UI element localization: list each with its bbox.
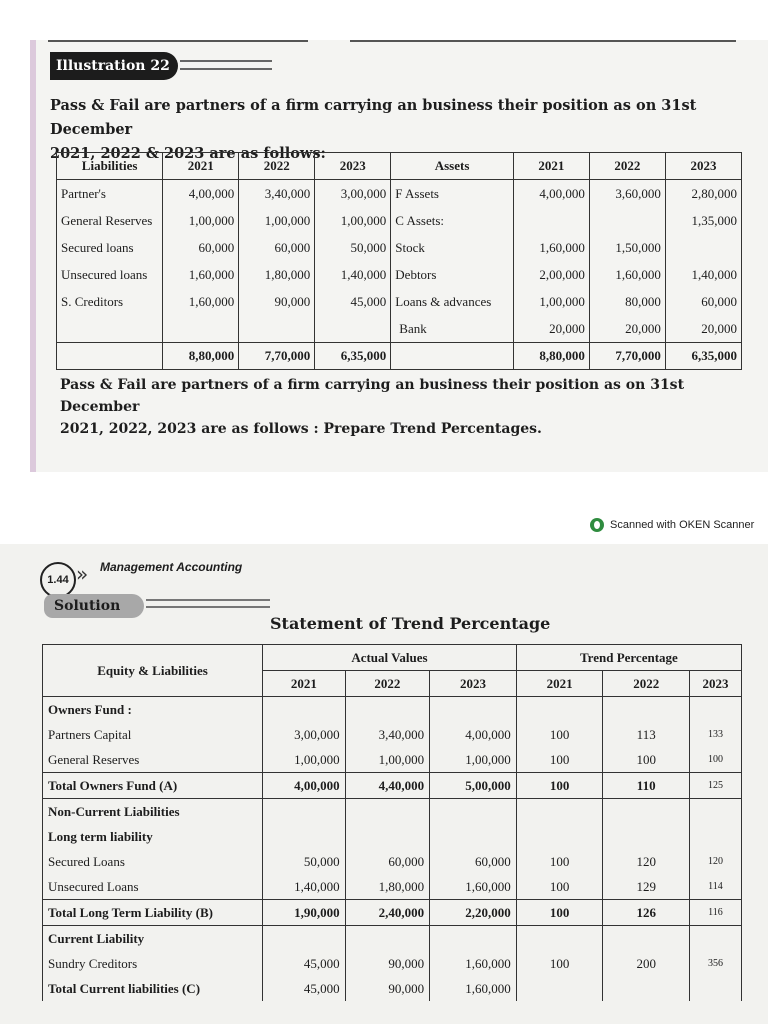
table-row [43, 900, 742, 926]
cell [513, 207, 589, 234]
col-header: 2022 [239, 153, 315, 180]
cell: 3,40,000 [239, 180, 315, 208]
cell [690, 799, 742, 825]
cell: 133 [690, 722, 742, 747]
cell [603, 697, 690, 723]
cell [315, 315, 391, 343]
cell: General Reserves [57, 207, 163, 234]
cell: Secured loans [57, 234, 163, 261]
cell: 1,00,000 [513, 288, 589, 315]
cell: 1,50,000 [589, 234, 665, 261]
col-header-trend: Trend Percentage [516, 645, 741, 671]
cell: 1,60,000 [513, 234, 589, 261]
col-header: 2022 [589, 153, 665, 180]
year-header: 2021 [263, 671, 346, 697]
cell: Stock [391, 234, 514, 261]
row-label: Owners Fund : [43, 697, 263, 723]
cell: 2,40,000 [345, 900, 430, 926]
cell: Unsecured loans [57, 261, 163, 288]
cell: 200 [603, 951, 690, 976]
chapter-title: Management Accounting [100, 560, 243, 574]
table-row [43, 874, 742, 900]
cell: 1,00,000 [315, 207, 391, 234]
cell: 100 [516, 849, 603, 874]
cell: 50,000 [315, 234, 391, 261]
year-header: 2023 [690, 671, 742, 697]
cell [690, 824, 742, 849]
cell: 100 [516, 722, 603, 747]
table-row [57, 315, 742, 343]
page-bottom [0, 544, 768, 1024]
cell [690, 976, 742, 1001]
cell: 1,60,000 [430, 951, 517, 976]
cell [589, 207, 665, 234]
total-cell: 6,35,000 [665, 343, 741, 370]
col-header: Assets [391, 153, 514, 180]
cell: 1,00,000 [430, 747, 517, 773]
cell: 100 [690, 747, 742, 773]
cell: 129 [603, 874, 690, 900]
scanner-watermark [590, 518, 754, 532]
cell [516, 799, 603, 825]
cell [239, 315, 315, 343]
cell: 5,00,000 [430, 773, 517, 799]
cell [263, 926, 346, 952]
col-header: 2021 [163, 153, 239, 180]
cell: Bank [391, 315, 514, 343]
cell: 1,90,000 [263, 900, 346, 926]
cell [345, 799, 430, 825]
table-row [43, 976, 742, 1001]
cell [516, 976, 603, 1001]
total-cell: 6,35,000 [315, 343, 391, 370]
year-header: 2022 [345, 671, 430, 697]
cell [516, 824, 603, 849]
scanner-logo-icon [590, 518, 604, 532]
cell: 100 [516, 874, 603, 900]
scanner-text: Scanned with OKEN Scanner [610, 518, 755, 531]
table-row [43, 722, 742, 747]
solution-tag: Solution [44, 594, 144, 618]
cell: 60,000 [665, 288, 741, 315]
cell: 100 [516, 951, 603, 976]
cell: Partner's [57, 180, 163, 208]
intro-line-2: 2021, 2022 & 2023 are as follows: [50, 145, 326, 162]
cell: 1,00,000 [263, 747, 346, 773]
cell: 356 [690, 951, 742, 976]
year-header: 2022 [603, 671, 690, 697]
cell: 1,40,000 [263, 874, 346, 900]
cell: 1,35,000 [665, 207, 741, 234]
cell: 120 [690, 849, 742, 874]
row-label: General Reserves [43, 747, 263, 773]
cell: 60,000 [163, 234, 239, 261]
cell [263, 799, 346, 825]
cell: 100 [603, 747, 690, 773]
cell: 114 [690, 874, 742, 900]
year-header: 2021 [516, 671, 603, 697]
cell: Debtors [391, 261, 514, 288]
cell: 60,000 [430, 849, 517, 874]
cell: 3,00,000 [315, 180, 391, 208]
illustration-tag: Illustration 22 [50, 52, 178, 80]
row-label: Total Long Term Liability (B) [43, 900, 263, 926]
cell [690, 697, 742, 723]
total-cell: 8,80,000 [163, 343, 239, 370]
cell: 120 [603, 849, 690, 874]
cell: 100 [516, 773, 603, 799]
cell: 113 [603, 722, 690, 747]
cell [263, 824, 346, 849]
question-line-1: Pass & Fail are partners of a firm carrying an business their position as on 31st December [60, 377, 685, 415]
col-header-equity: Equity & Liabilities [43, 645, 263, 697]
cell: 1,80,000 [239, 261, 315, 288]
cell: 1,00,000 [345, 747, 430, 773]
cell: C Assets: [391, 207, 514, 234]
row-label: Sundry Creditors [43, 951, 263, 976]
row-label: Total Owners Fund (A) [43, 773, 263, 799]
total-cell: 7,70,000 [589, 343, 665, 370]
cell: 1,80,000 [345, 874, 430, 900]
cell: 1,40,000 [315, 261, 391, 288]
cell [57, 315, 163, 343]
cell [430, 697, 517, 723]
cell [57, 343, 163, 370]
cell: 1,00,000 [239, 207, 315, 234]
table-header-row [57, 153, 742, 180]
cell [391, 343, 514, 370]
cell: 3,00,000 [263, 722, 346, 747]
top-rule-right [350, 40, 736, 42]
cell: 1,60,000 [163, 261, 239, 288]
cell: 116 [690, 900, 742, 926]
table-row [57, 261, 742, 288]
trend-percentage-table [42, 644, 742, 1001]
cell: 45,000 [263, 951, 346, 976]
cell: 3,40,000 [345, 722, 430, 747]
cell: 90,000 [239, 288, 315, 315]
cell: 2,20,000 [430, 900, 517, 926]
totals-row [57, 343, 742, 370]
cell: 2,80,000 [665, 180, 741, 208]
cell [430, 824, 517, 849]
row-label: Non-Current Liabilities [43, 799, 263, 825]
year-header: 2023 [430, 671, 517, 697]
row-label: Total Current liabilities (C) [43, 976, 263, 1001]
cell [430, 799, 517, 825]
table-row [57, 180, 742, 208]
page-edge [30, 40, 36, 472]
cell [430, 926, 517, 952]
cell [345, 697, 430, 723]
cell [516, 697, 603, 723]
cell [603, 976, 690, 1001]
cell: 1,40,000 [665, 261, 741, 288]
cell [345, 926, 430, 952]
cell: 1,60,000 [430, 874, 517, 900]
cell: 1,60,000 [163, 288, 239, 315]
col-header: 2023 [665, 153, 741, 180]
cell: 1,00,000 [163, 207, 239, 234]
page-top [30, 40, 768, 472]
cell: 45,000 [315, 288, 391, 315]
cell: 45,000 [263, 976, 346, 1001]
cell: 3,60,000 [589, 180, 665, 208]
cell: 1,60,000 [589, 261, 665, 288]
cell [163, 315, 239, 343]
illustration-rule [180, 60, 272, 70]
table-header-row [43, 645, 742, 671]
cell: 80,000 [589, 288, 665, 315]
table-row [43, 849, 742, 874]
row-label: Unsecured Loans [43, 874, 263, 900]
table-row [43, 697, 742, 723]
cell: 4,00,000 [430, 722, 517, 747]
cell: 90,000 [345, 951, 430, 976]
cell: 60,000 [239, 234, 315, 261]
table-row [43, 799, 742, 825]
cell: 2,00,000 [513, 261, 589, 288]
row-label: Current Liability [43, 926, 263, 952]
col-header: 2021 [513, 153, 589, 180]
top-rule-left [48, 40, 308, 42]
cell: 20,000 [589, 315, 665, 343]
col-header: 2023 [315, 153, 391, 180]
cell: S. Creditors [57, 288, 163, 315]
cell [603, 799, 690, 825]
intro-line-1: Pass & Fail are partners of a firm carrying an business their position as on 31st December [50, 97, 697, 138]
table-row [57, 234, 742, 261]
cell: F Assets [391, 180, 514, 208]
cell: 125 [690, 773, 742, 799]
row-label: Partners Capital [43, 722, 263, 747]
table-row [43, 747, 742, 773]
row-label: Secured Loans [43, 849, 263, 874]
cell: 100 [516, 900, 603, 926]
cell: 110 [603, 773, 690, 799]
table-row [43, 824, 742, 849]
cell: 100 [516, 747, 603, 773]
table-row [57, 207, 742, 234]
cell: 126 [603, 900, 690, 926]
cell: 90,000 [345, 976, 430, 1001]
cell: 50,000 [263, 849, 346, 874]
cell: 4,00,000 [263, 773, 346, 799]
cell [603, 824, 690, 849]
cell [345, 824, 430, 849]
col-header: Liabilities [57, 153, 163, 180]
table-row [43, 951, 742, 976]
cell [263, 697, 346, 723]
question-text [60, 374, 760, 440]
cell: 4,40,000 [345, 773, 430, 799]
cell: 1,60,000 [430, 976, 517, 1001]
table-row [57, 288, 742, 315]
chapter-number-badge: 1.44 [40, 562, 76, 598]
total-cell: 8,80,000 [513, 343, 589, 370]
cell [603, 926, 690, 952]
cell: 4,00,000 [163, 180, 239, 208]
solution-rule [146, 599, 270, 608]
cell [690, 926, 742, 952]
statement-title: Statement of Trend Percentage [270, 614, 551, 633]
balance-sheet-table [56, 152, 742, 370]
col-header-actual: Actual Values [263, 645, 517, 671]
question-line-2: 2021, 2022, 2023 are as follows : Prepare Trend Percentages. [60, 421, 542, 437]
total-cell: 7,70,000 [239, 343, 315, 370]
table-row [43, 926, 742, 952]
table-row [43, 773, 742, 799]
cell [665, 234, 741, 261]
cell [516, 926, 603, 952]
cell: 20,000 [665, 315, 741, 343]
cell: 4,00,000 [513, 180, 589, 208]
chevron-right-icon: » [76, 562, 89, 586]
cell: 60,000 [345, 849, 430, 874]
row-label: Long term liability [43, 824, 263, 849]
cell: 20,000 [513, 315, 589, 343]
cell: Loans & advances [391, 288, 514, 315]
